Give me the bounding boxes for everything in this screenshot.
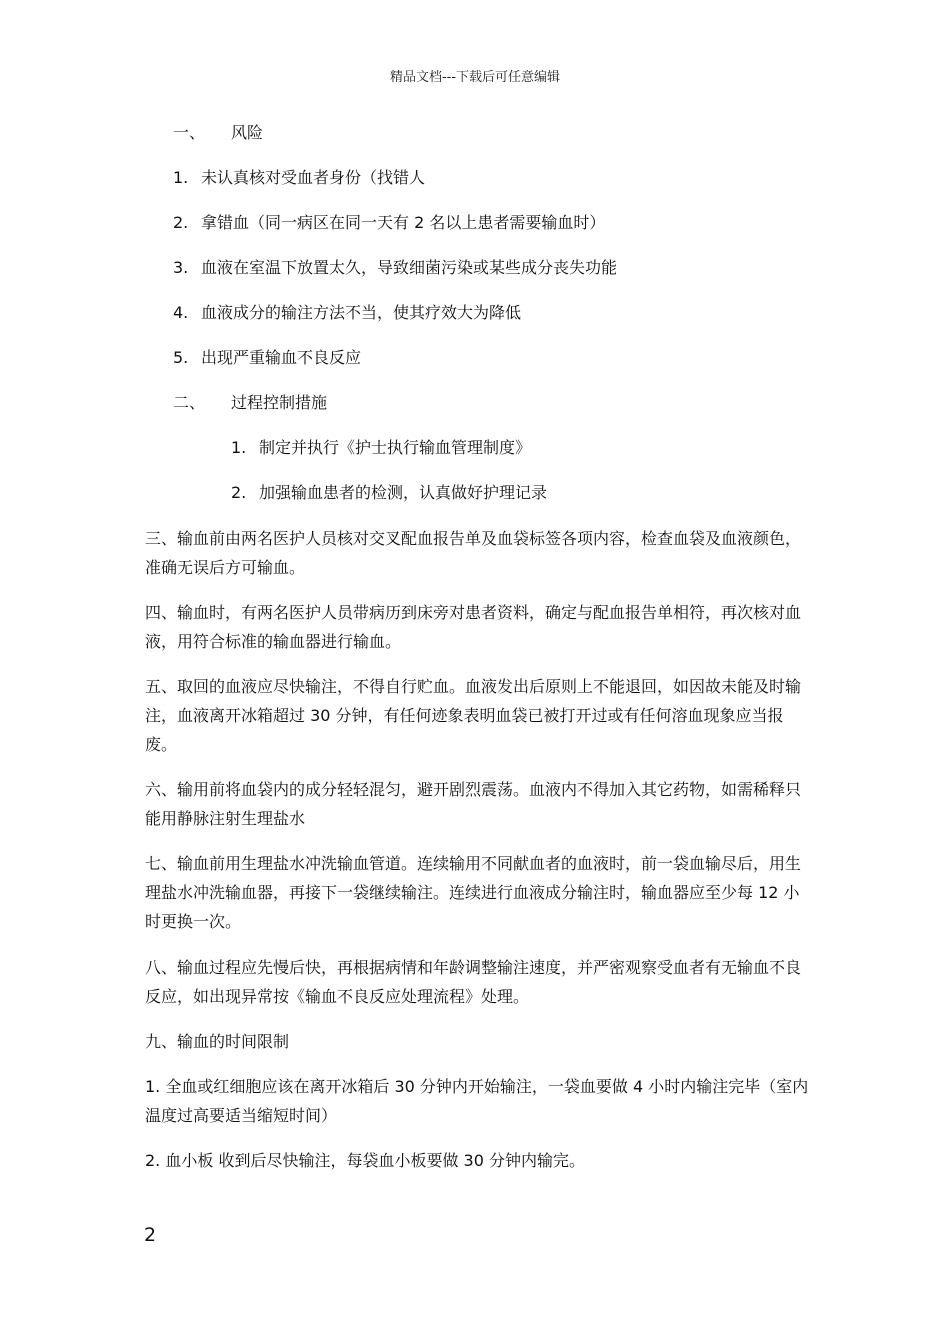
list-item-number: 1. xyxy=(173,168,189,187)
list-item-number: 1. xyxy=(231,438,247,457)
list-item-number: 3. xyxy=(173,258,189,277)
list-item-text: 未认真核对受血者身份（找错人 xyxy=(201,168,426,187)
paragraph-8: 八、输血过程应先慢后快，再根据病情和年龄调整输注速度，并严密观察受血者有无输血不良反应，如出现异常按《输血不良反应处理流程》处理。 xyxy=(145,958,802,1006)
section-title: 过程控制措施 xyxy=(231,393,328,412)
list-item xyxy=(173,343,361,372)
list-item xyxy=(173,253,617,282)
section-heading-process-control xyxy=(173,388,327,417)
paragraph-9-heading: 九、输血的时间限制 xyxy=(145,1032,290,1051)
paragraph-3: 三、输血前由两名医护人员核对交叉配血报告单及血袋标签各项内容，检查血袋及血液颜色，准确无误后方可输血。 xyxy=(145,529,802,577)
list-item xyxy=(173,298,521,327)
list-item-number: 2. xyxy=(173,213,189,232)
page-number: 2 xyxy=(144,1224,157,1246)
list-item-text: 出现严重输血不良反应 xyxy=(201,348,362,367)
section-number: 一、 xyxy=(173,123,206,142)
list-item-text: 血液成分的输注方法不当，使其疗效大为降低 xyxy=(201,303,522,322)
list-item xyxy=(173,208,605,237)
list-item-number: 2. xyxy=(231,483,247,502)
paragraph-4: 四、输血时，有两名医护人员带病历到床旁对患者资料，确定与配血报告单相符，再次核对血液，用符合标准的输血器进行输血。 xyxy=(145,603,802,651)
paragraph-9-item-2: 2. 血小板 收到后尽快输注，每袋血小板要做 30 分钟内输完。 xyxy=(145,1151,585,1170)
list-item xyxy=(173,163,425,192)
section-title: 风险 xyxy=(231,123,264,142)
paragraph-6: 六、输用前将血袋内的成分轻轻混匀，避开剧烈震荡。血液内不得加入其它药物，如需稀释只能用静脉注射生理盐水 xyxy=(145,780,802,828)
list-item-number: 4. xyxy=(173,303,189,322)
page-header: 精品文档---下载后可任意编辑 xyxy=(389,70,561,85)
section-number: 二、 xyxy=(173,393,206,412)
list-item-number: 5. xyxy=(173,348,189,367)
list-item-text: 血液在室温下放置太久，导致细菌污染或某些成分丧失功能 xyxy=(201,258,618,277)
paragraph-5: 五、取回的血液应尽快输注，不得自行贮血。血液发出后原则上不能退回，如因故未能及时输注，血液离开冰箱超过 30 分钟，有任何迹象表明血袋已被打开过或有任何溶血现象应当报废。 xyxy=(145,677,802,754)
list-item-text: 拿错血（同一病区在同一天有 2 名以上患者需要输血时） xyxy=(201,213,606,232)
list-item xyxy=(231,433,531,462)
list-item-text: 制定并执行《护士执行输血管理制度》 xyxy=(259,438,532,457)
section-heading-risk xyxy=(173,118,263,147)
list-item xyxy=(231,478,547,507)
paragraph-7: 七、输血前用生理盐水冲洗输血管道。连续输用不同献血者的血液时，前一袋血输尽后，用生理盐水冲洗输血器，再接下一袋继续输注。连续进行血液成分输注时，输血器应至少每 12 小时更换一次。 xyxy=(145,854,802,931)
paragraph-9-item-1: 1. 全血或红细胞应该在离开冰箱后 30 分钟内开始输注，一袋血要做 4 小时内输注完毕（室内温度过高要适当缩短时间） xyxy=(145,1077,809,1125)
list-item-text: 加强输血患者的检测，认真做好护理记录 xyxy=(259,483,548,502)
